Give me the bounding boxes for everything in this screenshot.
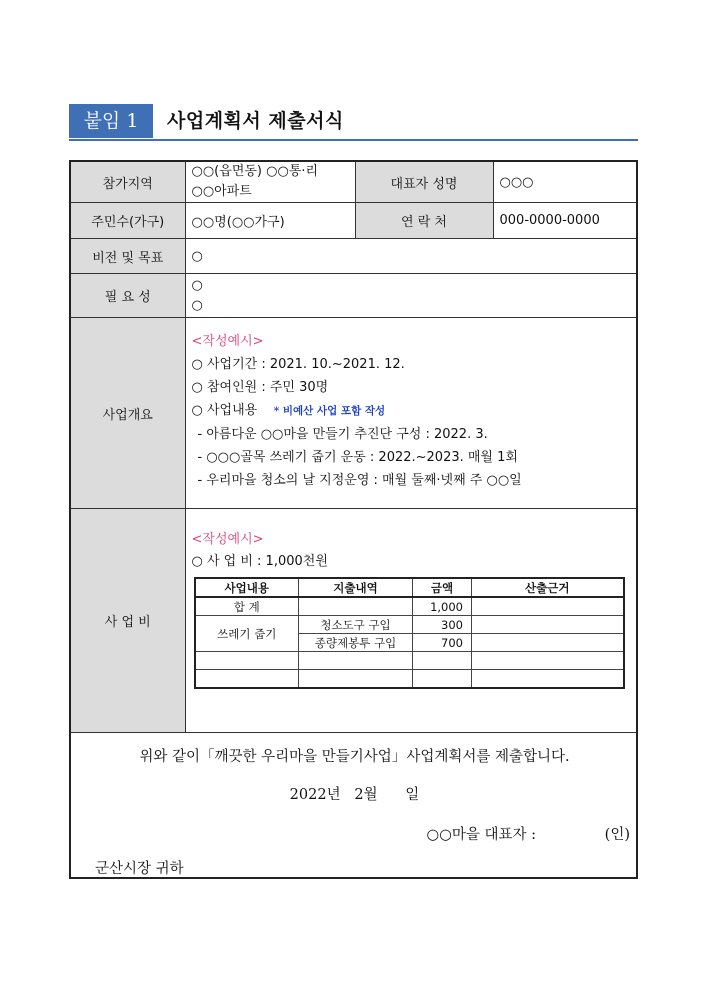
budget-empty-row xyxy=(195,652,624,670)
budget-cell[interactable] xyxy=(472,652,624,670)
budget-section[interactable] xyxy=(185,509,637,733)
overview-section[interactable] xyxy=(185,318,637,509)
need-label: 필 요 성 xyxy=(70,274,185,318)
budget-total-line: ○ 사 업 비 : 1,000천원 xyxy=(191,554,328,569)
rep-label: 대표자 성명 xyxy=(355,161,493,203)
budget-cell[interactable] xyxy=(472,616,624,634)
vision-label: 비전 및 목표 xyxy=(70,239,185,274)
region-line-1: ○○(읍면동) ○○통·리 xyxy=(191,164,319,179)
budget-col-content: 사업내용 xyxy=(195,578,299,597)
need-value[interactable] xyxy=(185,274,637,318)
budget-total-row xyxy=(195,597,624,616)
overview-item-1: - 아름다운 ○○마을 만들기 추진단 구성 : 2022. 3. xyxy=(197,427,488,442)
budget-cell[interactable] xyxy=(299,597,413,616)
overview-example-tag: <작성예시> xyxy=(191,334,264,349)
overview-content-note: * 비예산 사업 포함 작성 xyxy=(273,405,386,417)
budget-cell[interactable] xyxy=(413,670,472,689)
budget-label: 사 업 비 xyxy=(70,509,185,733)
overview-item-2: - ○○○골목 쓰레기 줍기 운동 : 2022.~2023. 매월 1회 xyxy=(197,450,518,465)
budget-col-basis: 산출근거 xyxy=(472,578,624,597)
budget-table-header xyxy=(195,578,624,597)
budget-row xyxy=(195,616,624,634)
vision-value[interactable]: ○ xyxy=(185,239,637,274)
budget-cell[interactable] xyxy=(195,652,299,670)
budget-total-label: 합 계 xyxy=(195,597,299,616)
declaration-seal: (인) xyxy=(604,827,630,843)
business-plan-form xyxy=(69,160,638,879)
overview-participants: ○ 참여인원 : 주민 30명 xyxy=(191,380,329,395)
budget-table xyxy=(194,577,625,689)
budget-amount-1: 300 xyxy=(413,616,472,634)
budget-group-content: 쓰레기 줍기 xyxy=(195,616,299,652)
document-header xyxy=(69,104,638,140)
region-label: 참가지역 xyxy=(70,161,185,203)
overview-item-3: - 우리마을 청소의 날 지정운영 : 매월 둘째·넷째 주 ○○일 xyxy=(197,473,522,488)
declaration-signer: ○○마을 대표자 : xyxy=(426,827,536,843)
residents-value[interactable]: ○○명(○○가구) xyxy=(185,203,355,239)
declaration-section xyxy=(70,733,637,879)
header-underline xyxy=(69,139,638,141)
contact-value[interactable]: 000-0000-0000 xyxy=(493,203,637,239)
need-line-1: ○ xyxy=(191,277,203,293)
rep-value[interactable]: ○○○ xyxy=(493,161,637,203)
budget-cell[interactable] xyxy=(299,670,413,689)
budget-cell[interactable] xyxy=(299,652,413,670)
overview-content-label: ○ 사업내용 xyxy=(191,403,258,418)
need-line-2: ○ xyxy=(191,297,203,313)
contact-label: 연 락 처 xyxy=(355,203,493,239)
budget-empty-row xyxy=(195,670,624,689)
budget-cell[interactable] xyxy=(472,597,624,616)
declaration-date: 2022년 2월 일 xyxy=(289,787,420,803)
declaration-statement: 위와 같이「깨끗한 우리마을 만들기사업」사업계획서를 제출합니다. xyxy=(139,749,570,765)
budget-col-amount: 금액 xyxy=(413,578,472,597)
budget-cell[interactable] xyxy=(195,670,299,689)
residents-label: 주민수(가구) xyxy=(70,203,185,239)
budget-cell[interactable] xyxy=(472,634,624,652)
budget-cell[interactable] xyxy=(413,652,472,670)
budget-amount-2: 700 xyxy=(413,634,472,652)
budget-expense-2: 종량제봉투 구입 xyxy=(299,634,413,652)
budget-expense-1: 청소도구 구입 xyxy=(299,616,413,634)
attachment-badge: 붙임 1 xyxy=(69,104,153,138)
declaration-addressee: 군산시장 귀하 xyxy=(95,861,184,877)
overview-label: 사업개요 xyxy=(70,318,185,509)
budget-col-expense: 지출내역 xyxy=(299,578,413,597)
region-value[interactable] xyxy=(185,161,355,203)
budget-example-tag: <작성예시> xyxy=(191,532,264,547)
region-line-2: ○○아파트 xyxy=(191,184,252,199)
budget-total-amount: 1,000 xyxy=(413,597,472,616)
document-title: 사업계획서 제출서식 xyxy=(167,110,344,132)
budget-cell[interactable] xyxy=(472,670,624,689)
overview-content xyxy=(192,399,631,423)
overview-period: ○ 사업기간 : 2021. 10.~2021. 12. xyxy=(191,357,405,372)
